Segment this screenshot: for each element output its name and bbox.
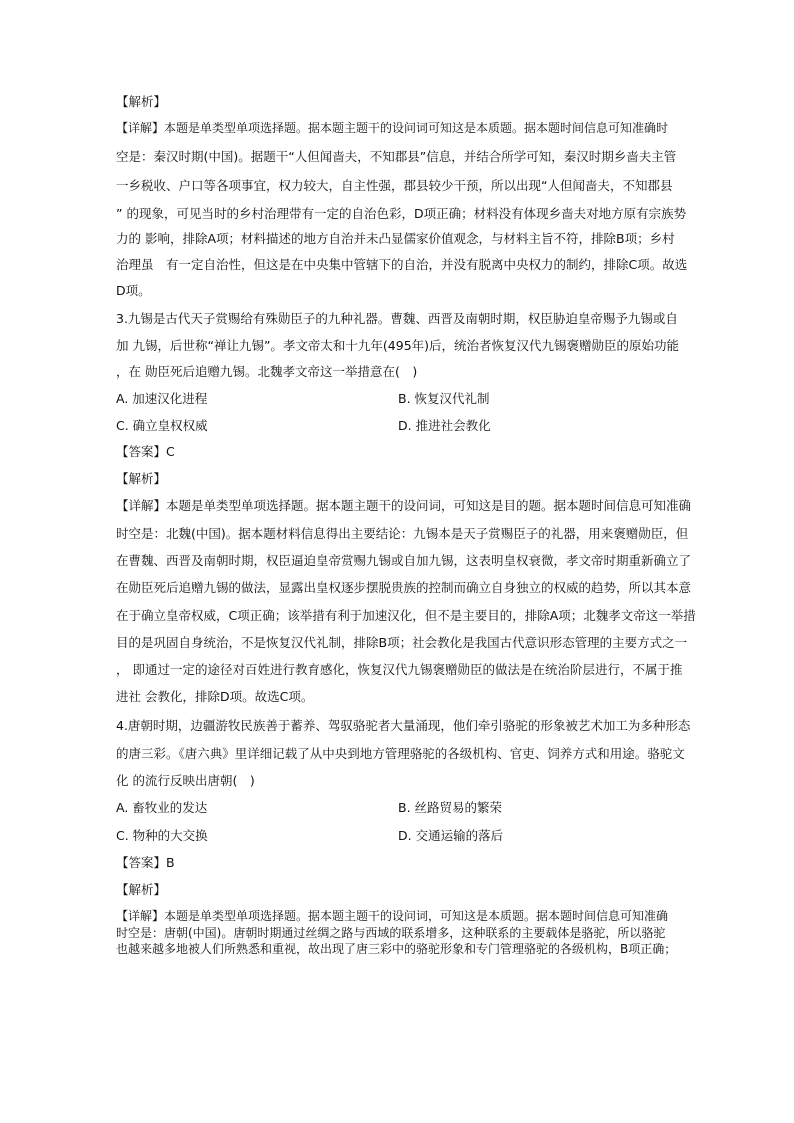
q3-option-a: A. 加速汉化进程 [116,391,208,406]
q4-explain-line: 时空是：唐朝(中国)。唐朝时期通过丝绸之路与西域的联系增多，这种联系的主要载体是骆驼，所以骆驼 [116,926,666,940]
q2-explain-line: 一乡税收、户口等各项事宜，权力较大，自主性强，郡县较少干预，所以出现“人但闻啬夫，不知郡县 [116,178,673,193]
q3-answer: 【答案】C [116,444,175,459]
q3-option-b: B. 恢复汉代礼制 [398,391,490,406]
q3-option-d: D. 推进社会教化 [398,418,491,433]
q3-explain-line: 在于确立皇帝权威，C项正确；该举措有利于加速汉化，但不是主要目的，排除A项；北魏孝文帝这一举措 [116,608,696,623]
q3-explain-line: 目的是巩固自身统治，不是恢复汉代礼制，排除B项；社会教化是我国古代意识形态管理的主要方式之一 [116,635,688,650]
q4-option-c: C. 物种的大交换 [116,828,208,843]
q2-explain-line: 力的 影响，排除A项；材料描述的地方自治并未凸显儒家价值观念，与材料主旨不符，排除B项；乡村 [116,231,675,246]
analysis-label: 【解析】 [116,882,167,897]
analysis-label: 【解析】 [116,94,167,109]
q3-explain-line: 在勋臣死后追赠九锡的做法，显露出皇权逐步摆脱贵族的控制而确立自身独立的权威的趋势，所以其本意 [116,580,692,595]
analysis-label: 【解析】 [116,471,167,486]
q2-explain-line: 空是：秦汉时期(中国)。据题干“人但闻啬夫，不知郡县”信息，并结合所学可知，秦汉时期乡啬夫主管 [116,149,677,164]
q4-answer: 【答案】B [116,855,175,870]
q2-explain-line: 治理虽 有一定自治性，但这是在中央集中管辖下的自治，并没有脱离中央权力的制约，排除C项。故选 [116,257,688,272]
q4-stem-line: 的唐三彩。《唐六典》里详细记载了从中央到地方管理骆驼的各级机构、官吏、饲养方式和用途。骆驼文 [116,746,685,761]
q3-stem-line: ，在 勋臣死后追赠九锡。北魏孝文帝这一举措意在( ) [116,364,418,379]
q3-explain-line: 进社 会教化，排除D项。故选C项。 [116,689,314,704]
q3-explain-line: 在曹魏、西晋及南朝时期，权臣逼迫皇帝赏赐九锡或自加九锡，这表明皇权衰微，孝文帝时期重新确立了 [116,553,692,568]
q2-explain-line: D项。 [116,283,151,298]
q2-explain-line: 【详解】本题是单类型单项选择题。据本题主题干的设问词可知这是本质题。据本题时间信息可知准确时 [116,121,669,135]
q4-option-a: A. 畜牧业的发达 [116,800,208,815]
q4-stem-line: 4.唐朝时期，边疆游牧民族善于蓄养、驾驭骆驼者大量涌现，他们牵引骆驼的形象被艺术加工为多种形态 [116,718,691,733]
q3-option-c: C. 确立皇权权威 [116,418,208,433]
q4-stem-line: 化 的流行反映出唐朝( ) [116,773,255,788]
q3-explain-line: ， 即通过一定的途径对百姓进行教育感化，恢复汉代九锡褒赠勋臣的做法是在统治阶层进行，不属于推 [116,662,683,677]
q3-stem-line: 加 九锡，后世称“禅让九锡”。孝文帝太和十九年(495年)后，统治者恢复汉代九锡褒赠勋臣的原始功能 [116,338,680,353]
q4-explain-line: 【详解】本题是单类型单项选择题。据本题主题干的设问词，可知这是本质题。据本题时间信息可知准确 [116,909,669,923]
q3-stem-line: 3.九锡是古代天子赏赐给有殊勋臣子的九种礼器。曹魏、西晋及南朝时期，权臣胁迫皇帝赐予九锡或自 [116,311,678,326]
q4-explain-line: 也越来越多地被人们所熟悉和重视，故出现了唐三彩中的骆驼形象和专门管理骆驼的各级机构，B项正确； [116,942,677,956]
q3-explain-line: 时空是：北魏(中国)。据本题材料信息得出主要结论：九锡本是天子赏赐臣子的礼器，用来褒赠勋臣，但 [116,526,689,541]
q2-explain-line: ” 的现象，可见当时的乡村治理带有一定的自治色彩，D项正确；材料没有体现乡啬夫对地方原有宗族势 [116,206,687,221]
q3-explain-line: 【详解】本题是单类型单项选择题。据本题主题干的设问词，可知这是目的题。据本题时间信息可知准确 [116,498,692,513]
q4-option-d: D. 交通运输的落后 [398,828,504,843]
q4-option-b: B. 丝路贸易的繁荣 [398,800,503,815]
